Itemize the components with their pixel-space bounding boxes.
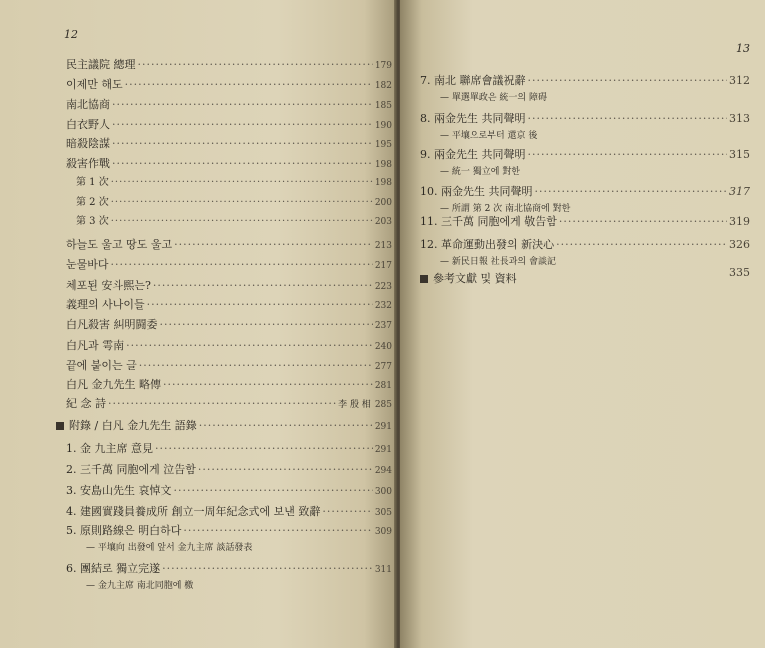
toc-entry: 눈물바다 ····· 217 [66, 256, 392, 272]
toc-entry: 第 2 次 ····· 200 [76, 193, 392, 208]
appendix-subtitle: — 平壤으로부터 還京 後 [440, 131, 538, 141]
appendix-subtitle: — 統一 獨立에 對한 [440, 167, 520, 177]
square-bullet-icon [420, 275, 428, 283]
appendix-item: 10. 兩金先生 共同聲明 ····· 317 [420, 183, 750, 199]
toc-entry: 殺害作戰 ····· 198 [66, 155, 392, 171]
toc-entry: 하늘도 울고 땅도 울고 ····· 213 [66, 236, 392, 252]
appendix-item: 2. 三千萬 同胞에게 泣告함 ····· 294 [66, 461, 392, 477]
references-heading: 參考文獻 및 資料 335 [420, 270, 750, 286]
poem-author: 李 殷 相 [338, 400, 371, 410]
appendix-item: 4. 建國實踐員養成所 創立一周年紀念式에 보낸 致辭 ····· 305 [66, 503, 392, 519]
right-page-number: 13 [736, 42, 750, 55]
appendix-heading: 附錄 / 白凡 金九先生 語錄 ····· 291 [56, 417, 392, 433]
appendix-subtitle: — 平壤向 出發에 앞서 金九主席 談話發表 [86, 543, 253, 553]
toc-entry: 白凡과 雩南 ····· 240 [66, 337, 392, 353]
right-page [400, 0, 765, 648]
toc-entry: 紀 念 詩 ····· 李 殷 相 285 [66, 395, 392, 411]
toc-entry: 끝에 붙이는 글 ····· 277 [66, 357, 392, 373]
left-page-number: 12 [64, 28, 78, 41]
appendix-item: 3. 安島山先生 哀悼文 ····· 300 [66, 482, 392, 498]
appendix-item: 1. 金 九主席 意見 ····· 291 [66, 440, 392, 456]
appendix-item: 12. 革命運動出發의 新決心 ····· 326 [420, 236, 750, 252]
toc-entry: 第 3 次 ····· 203 [76, 212, 392, 227]
toc-entry: 白衣野人 ····· 190 [66, 116, 392, 132]
square-bullet-icon [56, 422, 64, 430]
appendix-item: 6. 團結로 獨立完遂 ····· 311 [66, 560, 392, 576]
toc-entry: 南北協商 ····· 185 [66, 96, 392, 112]
toc-entry: 第 1 次 ····· 198 [76, 173, 392, 188]
appendix-item: 8. 兩金先生 共同聲明 ····· 313 [420, 110, 750, 126]
appendix-item: 9. 兩金先生 共同聲明 ····· 315 [420, 146, 750, 162]
appendix-item: 11. 三千萬 同胞에게 敬告함 ····· 319 [420, 213, 750, 229]
appendix-subtitle: — 新民日報 社長과의 會談記 [440, 257, 556, 267]
appendix-subtitle: — 所謂 第 2 次 南北協商에 對한 [440, 204, 571, 214]
toc-entry: 체포된 安斗熙는? ····· 223 [66, 277, 392, 293]
toc-entry: 白凡殺害 糾明闘委 ····· 237 [66, 316, 392, 332]
toc-entry: 白凡 金九先生 略傳 ····· 281 [66, 376, 392, 392]
toc-entry: 暗殺陰謀 ····· 195 [66, 135, 392, 151]
appendix-subtitle: — 金九主席 南北同胞에 檄 [86, 581, 194, 591]
toc-entry: 義理의 사나이들 ····· 232 [66, 296, 392, 312]
toc-entry: 民主議院 總理 ····· 179 [66, 56, 392, 72]
toc-entry: 이제만 해도 ····· 182 [66, 76, 392, 92]
appendix-item: 5. 原則路線은 明白하다 ····· 309 [66, 522, 392, 538]
appendix-item: 7. 南北 聯席會議祝辭 ····· 312 [420, 72, 750, 88]
appendix-subtitle: — 單選單政은 統一의 障碍 [440, 93, 547, 103]
